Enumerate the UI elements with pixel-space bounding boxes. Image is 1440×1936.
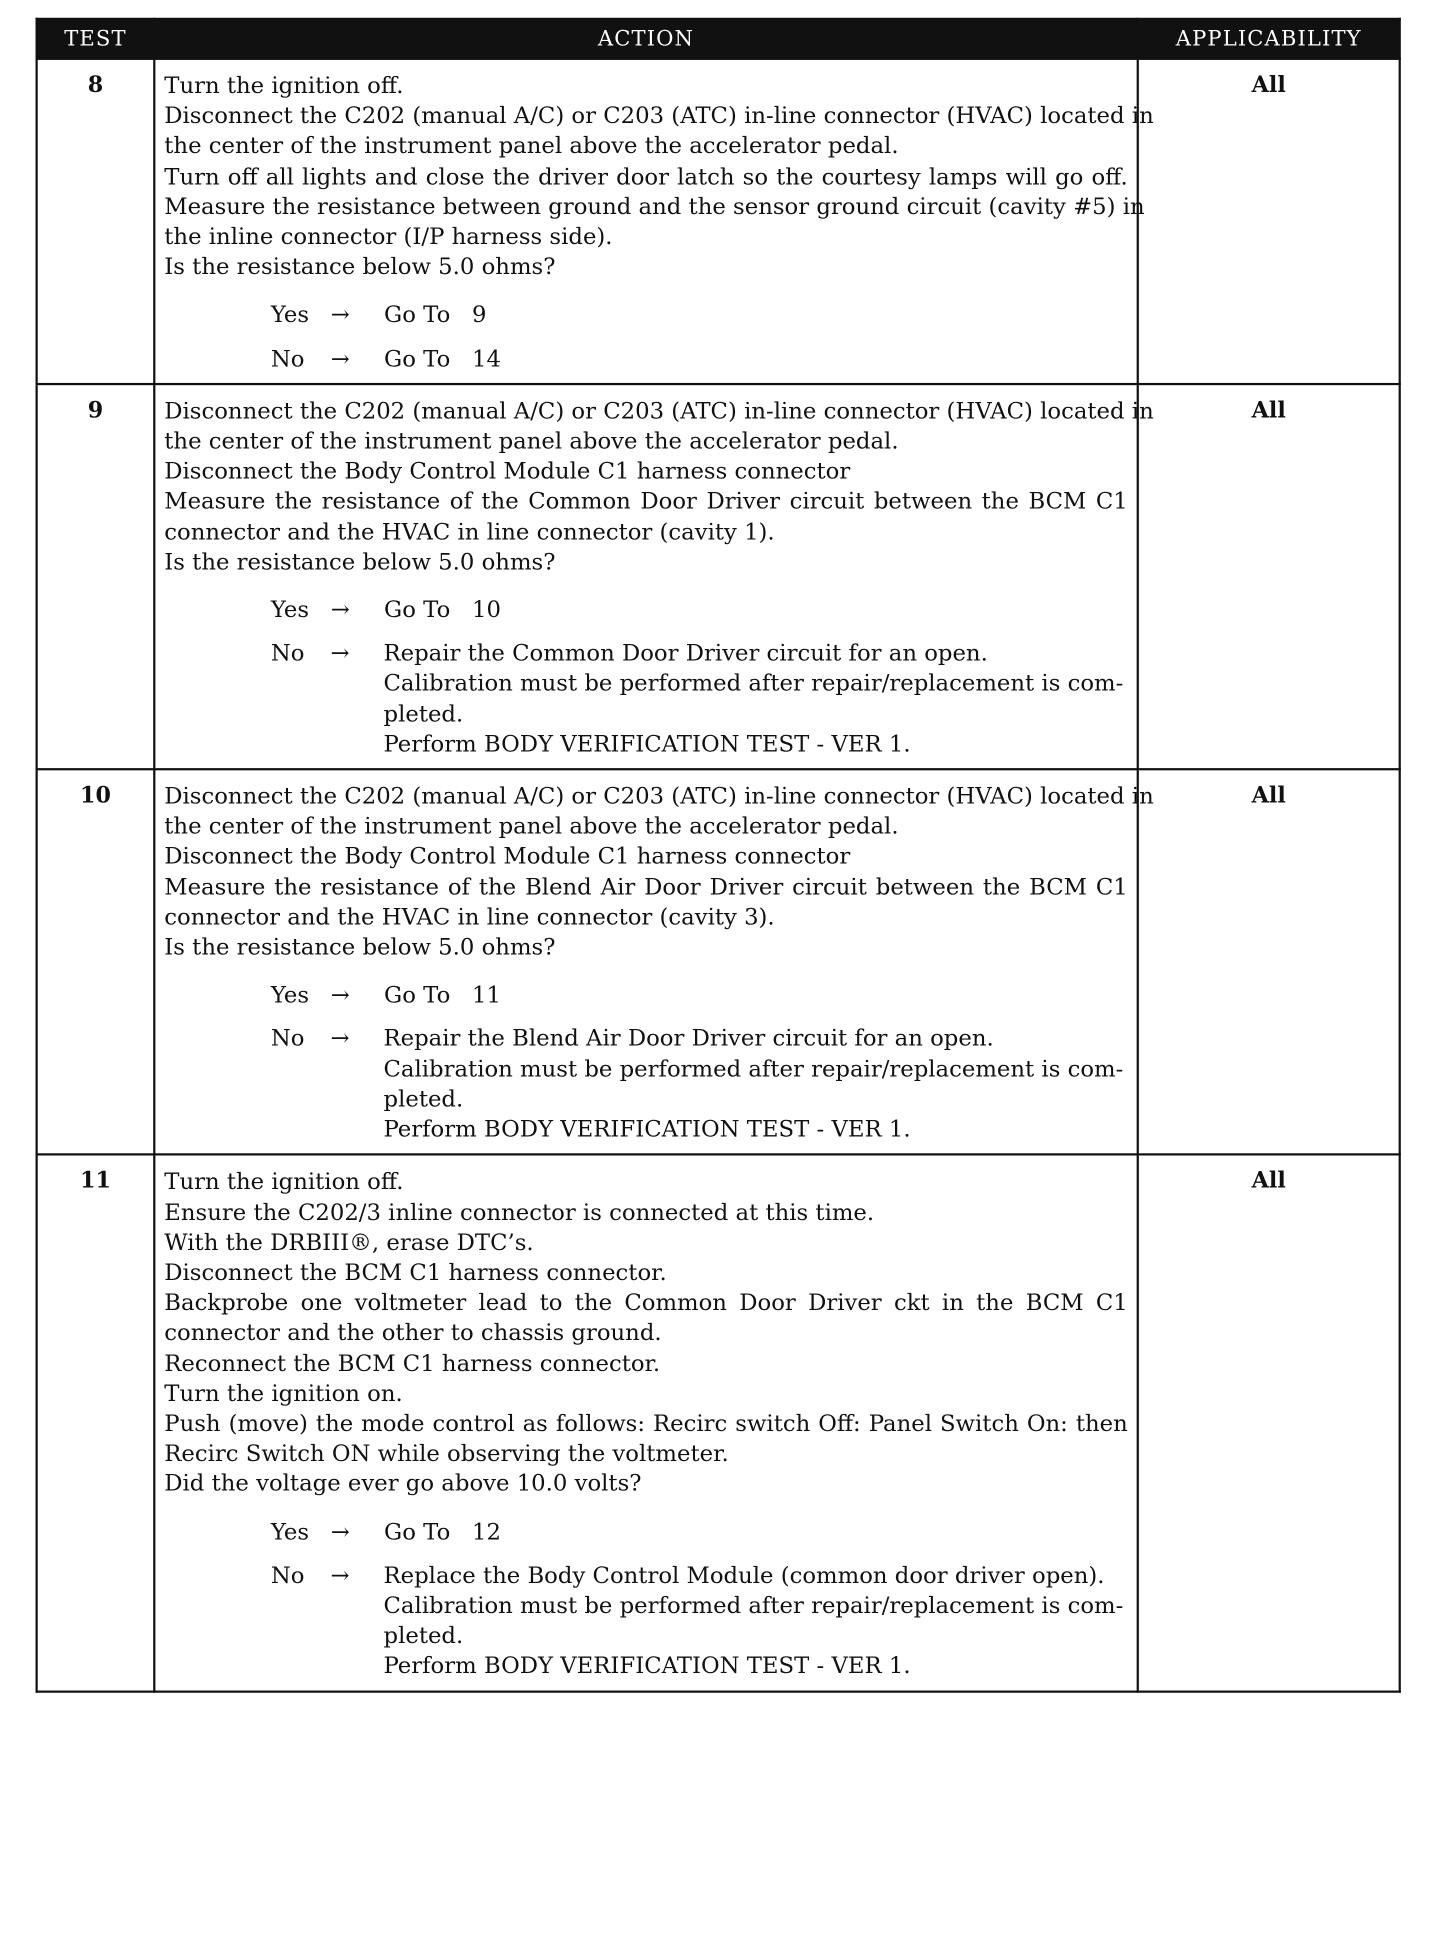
yes-result (384, 1517, 1128, 1547)
test-action (154, 59, 1154, 384)
no-branch (271, 639, 1128, 760)
right-arrow-icon: → (330, 344, 350, 372)
right-arrow-icon: → (330, 1025, 350, 1052)
action-step: Is the resistance below 5.0 ohms? (164, 933, 556, 961)
right-arrow-icon: → (330, 1561, 350, 1589)
result-line: pleted. (383, 1621, 464, 1649)
result-line: Go To 11 (384, 981, 501, 1009)
action-step: connector and the other to chassis ground. (164, 1319, 662, 1346)
result-line: Repair the Common Door Driver circuit for an open. (383, 639, 988, 667)
no-label: No (270, 344, 305, 372)
action-step: connector and the HVAC in line connector (cavity 3). (164, 903, 775, 931)
yes-branch (271, 980, 1128, 1010)
action-step: Disconnect the C202 (manual A/C) or C203 (ATC) in-line connector (HVAC) located in (164, 782, 1154, 810)
action-step: Measure the resistance of the Blend Air Door Driver circuit between the BCM C1 (164, 873, 1128, 900)
no-label: No (270, 639, 305, 667)
right-arrow-icon: → (330, 301, 350, 328)
test-action (154, 769, 1154, 1154)
no-branch (271, 1560, 1128, 1681)
action-step: Recirc Switch ON while observing the voltmeter. (164, 1439, 729, 1467)
action-step: Push (move) the mode control as follows: Recirc switch Off: Panel Switch On: then (164, 1409, 1128, 1437)
test-number: 9 (37, 384, 155, 769)
result-line: Go To 9 (384, 301, 487, 328)
test-row (37, 1155, 1400, 1691)
result-line: Repair the Blend Air Door Driver circuit for an open. (383, 1025, 994, 1052)
applicability-value: All (1138, 384, 1400, 769)
yes-result (384, 980, 1128, 1010)
action-step: Disconnect the Body Control Module C1 harness connector (164, 843, 851, 870)
action-step: Is the resistance below 5.0 ohms? (164, 253, 556, 280)
yes-label: Yes (270, 301, 310, 328)
action-step: Turn the ignition off. (164, 72, 404, 99)
action-step: Ensure the C202/3 inline connector is connected at this time. (164, 1198, 875, 1225)
action-step: Turn the ignition on. (164, 1379, 403, 1407)
result-line: Replace the Body Control Module (common door driver open). (383, 1561, 1105, 1589)
test-action (154, 1155, 1137, 1691)
action-step: Disconnect the Body Control Module C1 harness connector (164, 457, 851, 485)
no-branch (271, 344, 1128, 374)
no-result (384, 344, 1128, 374)
test-number: 10 (37, 769, 155, 1154)
right-arrow-icon: → (330, 596, 350, 623)
diagnostic-test-table (36, 18, 1401, 1692)
action-step: Disconnect the C202 (manual A/C) or C203 (ATC) in-line connector (HVAC) located in (164, 397, 1154, 424)
result-line: Perform BODY VERIFICATION TEST - VER 1. (383, 1115, 911, 1143)
action-step: Turn off all lights and close the driver door latch so the courtesy lamps will go off. (164, 162, 1128, 190)
action-step: Is the resistance below 5.0 ohms? (164, 548, 556, 575)
action-step: the center of the instrument panel above the accelerator pedal. (164, 427, 899, 455)
result-line: Perform BODY VERIFICATION TEST - VER 1. (383, 730, 911, 757)
result-line: Perform BODY VERIFICATION TEST - VER 1. (383, 1652, 911, 1679)
right-arrow-icon: → (330, 981, 350, 1009)
action-step: the center of the instrument panel above the accelerator pedal. (164, 812, 899, 840)
yes-label: Yes (270, 1517, 310, 1545)
result-line: Go To 10 (384, 596, 501, 623)
action-step: connector and the HVAC in line connector (cavity 1). (164, 517, 775, 545)
action-step: Measure the resistance between ground and the sensor ground circuit (cavity #5) in (164, 192, 1145, 220)
action-step: Turn the ignition off. (164, 1168, 404, 1195)
applicability-value: All (1138, 1155, 1400, 1691)
no-label: No (270, 1025, 305, 1052)
result-line: Calibration must be performed after repair/replacement is com- (383, 1055, 1124, 1082)
right-arrow-icon: → (330, 639, 350, 667)
action-step: the inline connector (I/P harness side). (164, 223, 613, 250)
result-line: Go To 14 (384, 344, 501, 372)
yes-label: Yes (270, 596, 310, 623)
test-action (154, 384, 1154, 769)
yes-result (384, 595, 1128, 625)
action-step: Reconnect the BCM C1 harness connector. (164, 1349, 661, 1376)
applicability-value: All (1138, 769, 1400, 1154)
no-result (384, 639, 1128, 760)
test-row (37, 59, 1400, 384)
test-row (37, 384, 1400, 769)
no-result (384, 1024, 1128, 1145)
action-step: Measure the resistance of the Common Door Driver circuit between the BCM C1 (164, 487, 1128, 515)
yes-result (384, 300, 1128, 330)
header-test: TEST (37, 19, 155, 59)
header-action: ACTION (154, 19, 1137, 59)
result-line: Calibration must be performed after repair/replacement is com- (383, 669, 1124, 697)
right-arrow-icon: → (330, 1517, 350, 1545)
applicability-value: All (1138, 59, 1400, 384)
test-number: 11 (37, 1155, 155, 1691)
yes-branch (271, 1517, 1128, 1547)
action-step: Disconnect the BCM C1 harness connector. (164, 1258, 667, 1286)
result-line: Calibration must be performed after repair/replacement is com- (383, 1591, 1124, 1619)
action-step: the center of the instrument panel above the accelerator pedal. (164, 132, 899, 160)
no-label: No (270, 1561, 305, 1589)
result-line: pleted. (383, 1085, 464, 1113)
action-step: Backprobe one voltmeter lead to the Common Door Driver ckt in the BCM C1 (164, 1288, 1128, 1316)
table-header-row (37, 19, 1400, 59)
yes-branch (271, 300, 1128, 330)
action-step: With the DRBIII®, erase DTC’s. (164, 1228, 534, 1256)
test-number: 8 (37, 59, 155, 384)
action-step: Did the voltage ever go above 10.0 volts? (164, 1470, 642, 1497)
result-line: Go To 12 (384, 1517, 501, 1545)
header-applicability: APPLICABILITY (1138, 19, 1400, 59)
yes-label: Yes (270, 981, 310, 1009)
action-step: Disconnect the C202 (manual A/C) or C203 (ATC) in-line connector (HVAC) located in (164, 102, 1154, 129)
result-line: pleted. (383, 700, 464, 727)
test-row (37, 769, 1400, 1154)
no-result (384, 1560, 1128, 1681)
yes-branch (271, 595, 1128, 625)
no-branch (271, 1024, 1128, 1145)
